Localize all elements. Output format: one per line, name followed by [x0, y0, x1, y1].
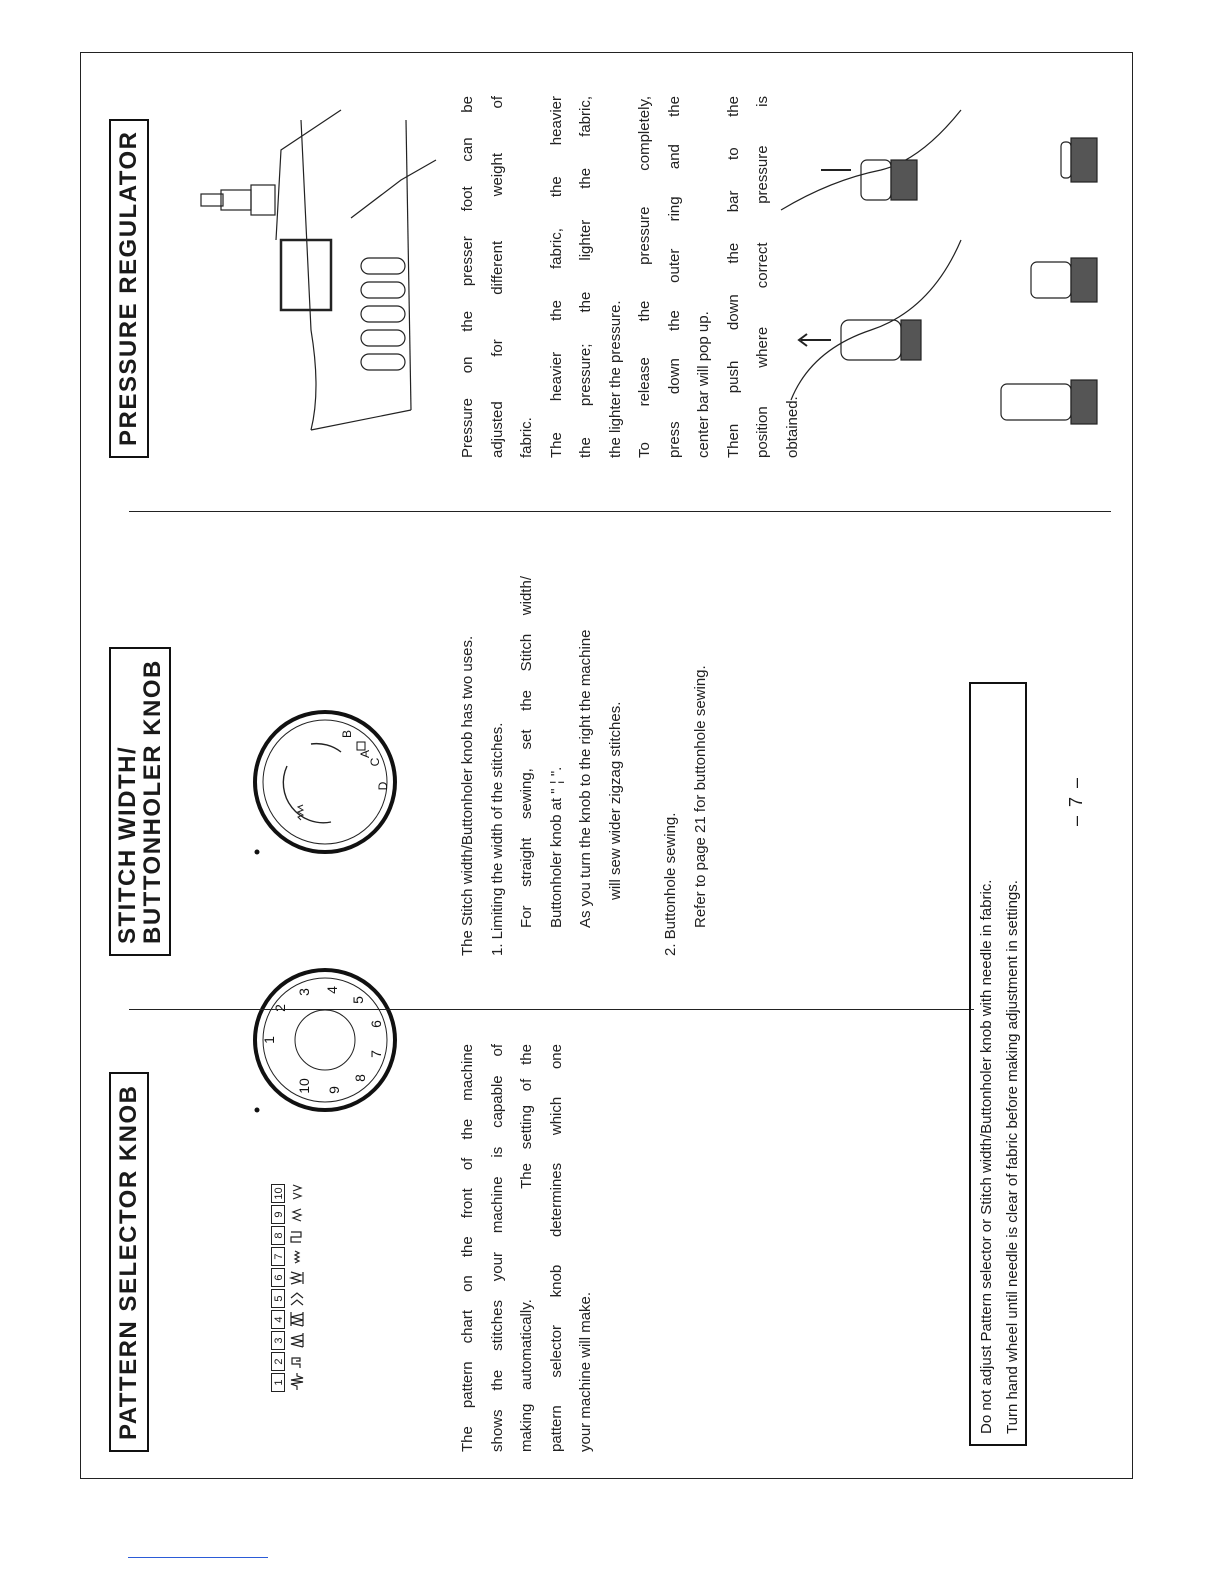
page-frame [80, 52, 1133, 1479]
dial-label: B [340, 729, 354, 739]
pressure-knob-positions-illustration [981, 100, 1111, 440]
pattern-chart-numbers [271, 1177, 285, 1392]
pattern-number: 3 [271, 1331, 285, 1350]
text-line: Buttonholer knob at " ¦ ". [547, 766, 565, 928]
text-line: 2. Buttonhole sewing. [662, 812, 679, 956]
pattern-chart [271, 1177, 320, 1392]
text-line: center bar will pop up. [695, 311, 712, 458]
pattern-number: 8 [271, 1226, 285, 1245]
dial-number: 9 [326, 1086, 342, 1094]
text-line: The pattern chart on the front of the machine [459, 1044, 476, 1452]
section-divider [129, 511, 1111, 512]
text-line: 1. Limiting the width of the stitches. [488, 722, 506, 956]
pressure-regulator-title: PRESSURE REGULATOR [109, 119, 149, 458]
pattern-selector-dial-icon [241, 960, 401, 1120]
stitch-width-text [453, 576, 715, 956]
text-line: the lighter the pressure. [606, 300, 624, 458]
machine-head-illustration [161, 80, 441, 450]
pattern-number: 4 [271, 1310, 285, 1329]
text-line: The heavier the fabric, the heavier [547, 96, 565, 458]
pattern-selector-title: PATTERN SELECTOR KNOB [109, 1072, 149, 1452]
text-line: the pressure; the lighter the fabric, [577, 96, 594, 458]
pattern-number: 9 [271, 1205, 285, 1224]
dial-number: 3 [296, 988, 312, 996]
dial-number: 1 [261, 1036, 277, 1044]
stitch-width-dial-icon [241, 702, 401, 862]
warning-notice [969, 682, 1027, 1446]
text-line: For straight sewing, set the Stitch width/ [518, 576, 535, 928]
text-line: Then push down the bar to the [724, 96, 742, 458]
text-line: Pressure on the presser foot can be [459, 96, 476, 458]
text-line: will sew wider zigzag stitches. [606, 701, 624, 900]
dial-number: 8 [352, 1074, 368, 1082]
pattern-number: 6 [271, 1268, 285, 1287]
text-line: obtained. [783, 396, 801, 458]
text-line: shows the stitches your machine is capable of [488, 1044, 506, 1452]
stitch-width-title-line2: BUTTONHOLER KNOB [139, 659, 166, 944]
text-line: To release the pressure completely, [636, 96, 653, 458]
pattern-number: 2 [271, 1352, 285, 1371]
dial-label: D [376, 781, 390, 791]
text-line: fabric. [518, 417, 535, 458]
dial-number: 2 [272, 1004, 288, 1012]
text-line: pattern selector knob determines which one [547, 1044, 565, 1452]
rotated-page [81, 53, 1134, 1480]
text-line: As you turn the knob to the right the machine [577, 629, 594, 928]
text-line: your machine will make. [577, 1291, 594, 1452]
notice-line-2: Turn hand wheel until needle is clear of fabric before making adjustment in settings. [1004, 880, 1021, 1434]
text-line: The Stitch width/Buttonholer knob has two uses. [459, 635, 476, 956]
text-line: position where correct pressure is [754, 96, 771, 458]
text-line: adjusted for different weight of [488, 96, 506, 458]
dial-label: A [358, 749, 372, 759]
text-line: making automatically. The setting of the [518, 1044, 535, 1452]
stitch-patterns-icon [285, 1177, 315, 1392]
stitch-width-title [109, 647, 171, 956]
pattern-number: 1 [271, 1373, 285, 1392]
dial-label: C [368, 757, 382, 767]
dial-number: 4 [324, 986, 340, 994]
dial-number: 10 [296, 1078, 312, 1094]
text-line: Refer to page 21 for buttonhole sewing. [691, 665, 709, 928]
pattern-selector-text [453, 1044, 601, 1452]
pattern-number: 7 [271, 1247, 285, 1266]
section-divider [129, 989, 974, 1010]
stitch-width-title-line1: STITCH WIDTH/ [114, 745, 141, 944]
dial-number: 6 [368, 1020, 384, 1028]
text-line: press down the outer ring and the [665, 96, 683, 458]
dial-number: 7 [368, 1050, 384, 1058]
pattern-number: 10 [271, 1184, 285, 1203]
pressure-regulator-text [453, 96, 807, 458]
dial-number: 5 [350, 996, 366, 1004]
notice-line-1: Do not adjust Pattern selector or Stitch width/Buttonholer knob with needle in fabric. [978, 879, 995, 1434]
pattern-number: 5 [271, 1289, 285, 1308]
page-number: – 7 – [1066, 775, 1086, 826]
footer-link-underline [128, 1557, 268, 1558]
